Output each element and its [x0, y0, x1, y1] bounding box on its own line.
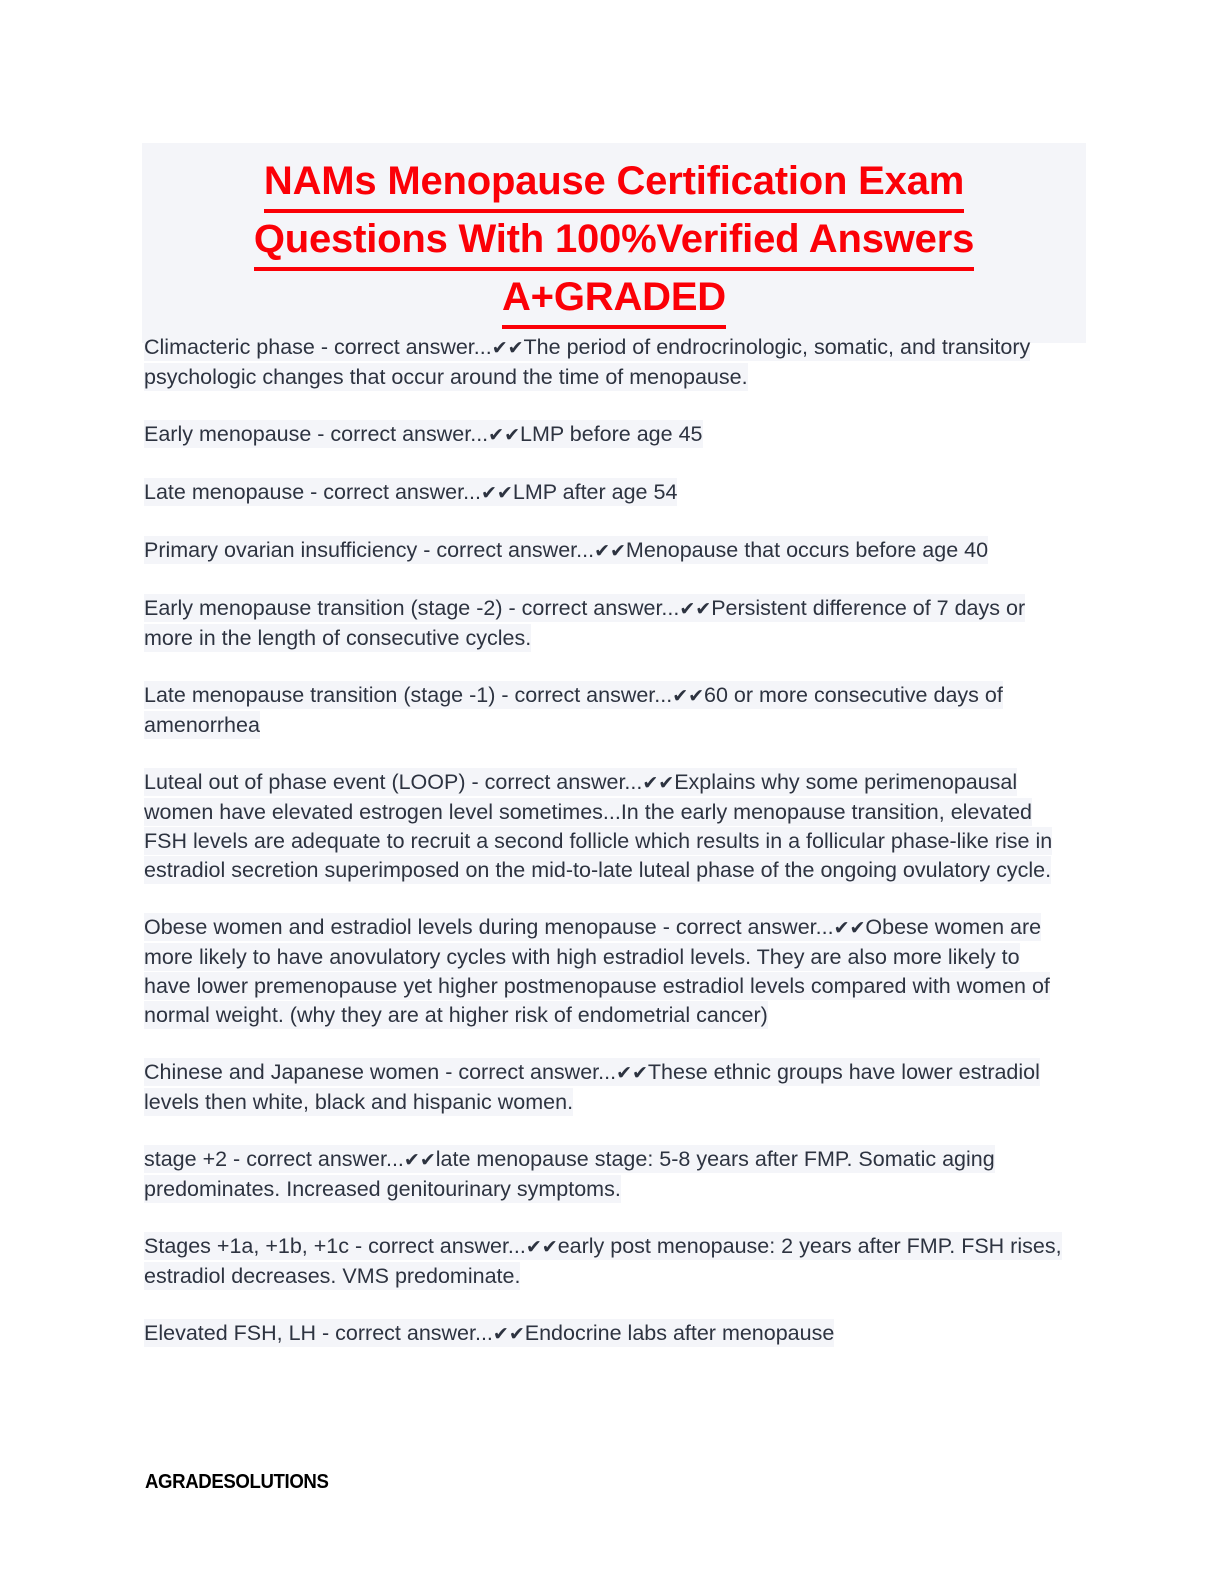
check-mark-icon: ✔✔ — [672, 685, 705, 707]
qa-paragraph — [144, 1145, 1064, 1204]
check-mark-icon: ✔✔ — [679, 598, 712, 620]
check-mark-icon: ✔✔ — [403, 1149, 436, 1171]
document-title-text-3: A+GRADED — [502, 271, 726, 329]
qa-answer: Persistent difference of 7 days or more in the length of consecutive cycles. — [144, 596, 1026, 650]
qa-answer: These ethnic groups have lower estradiol levels then white, black and hispanic women. — [144, 1060, 1040, 1114]
check-mark-icon: ✔✔ — [488, 424, 520, 446]
qa-term: Late menopause - correct answer... — [144, 480, 482, 504]
qa-term: Early menopause transition (stage -2) - correct answer... — [144, 596, 680, 620]
qa-answer: Endocrine labs after menopause — [524, 1321, 835, 1345]
qa-term: Luteal out of phase event (LOOP) - correct answer... — [144, 770, 643, 794]
qa-answer: Menopause that occurs before age 40 — [625, 538, 989, 562]
qa-answer: late menopause stage: 5-8 years after FMP. Somatic aging predominates. Increased genitourinary symptoms. — [144, 1147, 995, 1201]
qa-answer: LMP after age 54 — [512, 480, 678, 504]
document-title-line-2 — [142, 213, 1086, 271]
qa-answer: The period of endrocrinologic, somatic, and transitory psychologic changes that occur around the time of menopause. — [144, 335, 1031, 389]
qa-paragraph — [144, 594, 1064, 653]
qa-answer: early post menopause: 2 years after FMP. FSH rises, estradiol decreases. VMS predominate. — [144, 1234, 1062, 1288]
qa-term: Early menopause - correct answer... — [144, 422, 489, 446]
qa-answer: LMP before age 45 — [520, 422, 703, 446]
qa-answer: Obese women are more likely to have anovulatory cycles with high estradiol levels. They are also more likely to have lower premenopause yet higher postmenopause estradiol levels compared with women of normal weight. (why they are at higher risk of endometrial cancer) — [144, 915, 1050, 1027]
qa-highlight — [144, 1319, 834, 1347]
document-title-text-2: Questions With 100%Verified Answers — [254, 213, 974, 271]
qa-term: Chinese and Japanese women - correct answer... — [144, 1060, 617, 1084]
qa-highlight — [144, 478, 677, 506]
check-mark-icon: ✔✔ — [642, 772, 675, 794]
qa-highlight — [144, 420, 703, 448]
qa-term: Obese women and estradiol levels during menopause - correct answer... — [144, 915, 834, 939]
qa-highlight — [144, 333, 1030, 391]
qa-answer: Explains why some perimenopausal women have elevated estrogen level sometimes...In the early menopause transition, elevated FSH levels are adequate to recruit a second follicle which results in a follicular phase-like rise in estradiol secretion superimposed on the mid-to-late luteal phase of the ongoing ovulatory cycle. — [144, 770, 1053, 882]
qa-highlight — [144, 1145, 995, 1203]
qa-term: Primary ovarian insufficiency - correct answer... — [144, 538, 595, 562]
qa-term: stage +2 - correct answer... — [144, 1147, 404, 1171]
document-title-line-3 — [142, 271, 1086, 329]
check-mark-icon: ✔✔ — [525, 1236, 558, 1258]
document-title-text-1: NAMs Menopause Certification Exam — [264, 155, 964, 213]
qa-highlight — [144, 536, 988, 564]
footer-watermark: AGRADESOLUTIONS — [145, 1471, 329, 1493]
qa-highlight — [144, 913, 1050, 1029]
qa-highlight — [144, 594, 1025, 652]
document-title-line-1 — [142, 155, 1086, 213]
qa-highlight — [144, 768, 1052, 884]
check-mark-icon: ✔✔ — [616, 1062, 648, 1084]
qa-highlight — [144, 1058, 1040, 1116]
qa-highlight — [144, 681, 1003, 739]
qa-paragraph — [144, 1058, 1064, 1117]
qa-paragraph — [144, 420, 1064, 450]
qa-term: Late menopause transition (stage -1) - correct answer... — [144, 683, 673, 707]
document-body — [144, 333, 1064, 1377]
qa-term: Climacteric phase - correct answer... — [144, 335, 492, 359]
check-mark-icon: ✔✔ — [594, 540, 626, 562]
qa-paragraph — [144, 478, 1064, 508]
qa-highlight — [144, 1232, 1062, 1290]
qa-answer: 60 or more consecutive days of amenorrhea — [144, 683, 1003, 737]
qa-paragraph — [144, 1319, 1064, 1349]
qa-paragraph — [144, 333, 1064, 392]
qa-paragraph — [144, 536, 1064, 566]
document-title-block — [142, 143, 1086, 343]
check-mark-icon: ✔✔ — [491, 337, 524, 359]
check-mark-icon: ✔✔ — [833, 917, 866, 939]
qa-paragraph — [144, 1232, 1064, 1291]
check-mark-icon: ✔✔ — [481, 482, 513, 504]
qa-paragraph — [144, 768, 1064, 885]
qa-term: Stages +1a, +1b, +1c - correct answer... — [144, 1234, 526, 1258]
qa-term: Elevated FSH, LH - correct answer... — [144, 1321, 493, 1345]
qa-paragraph — [144, 681, 1064, 740]
qa-paragraph — [144, 913, 1064, 1030]
check-mark-icon: ✔✔ — [492, 1323, 525, 1345]
